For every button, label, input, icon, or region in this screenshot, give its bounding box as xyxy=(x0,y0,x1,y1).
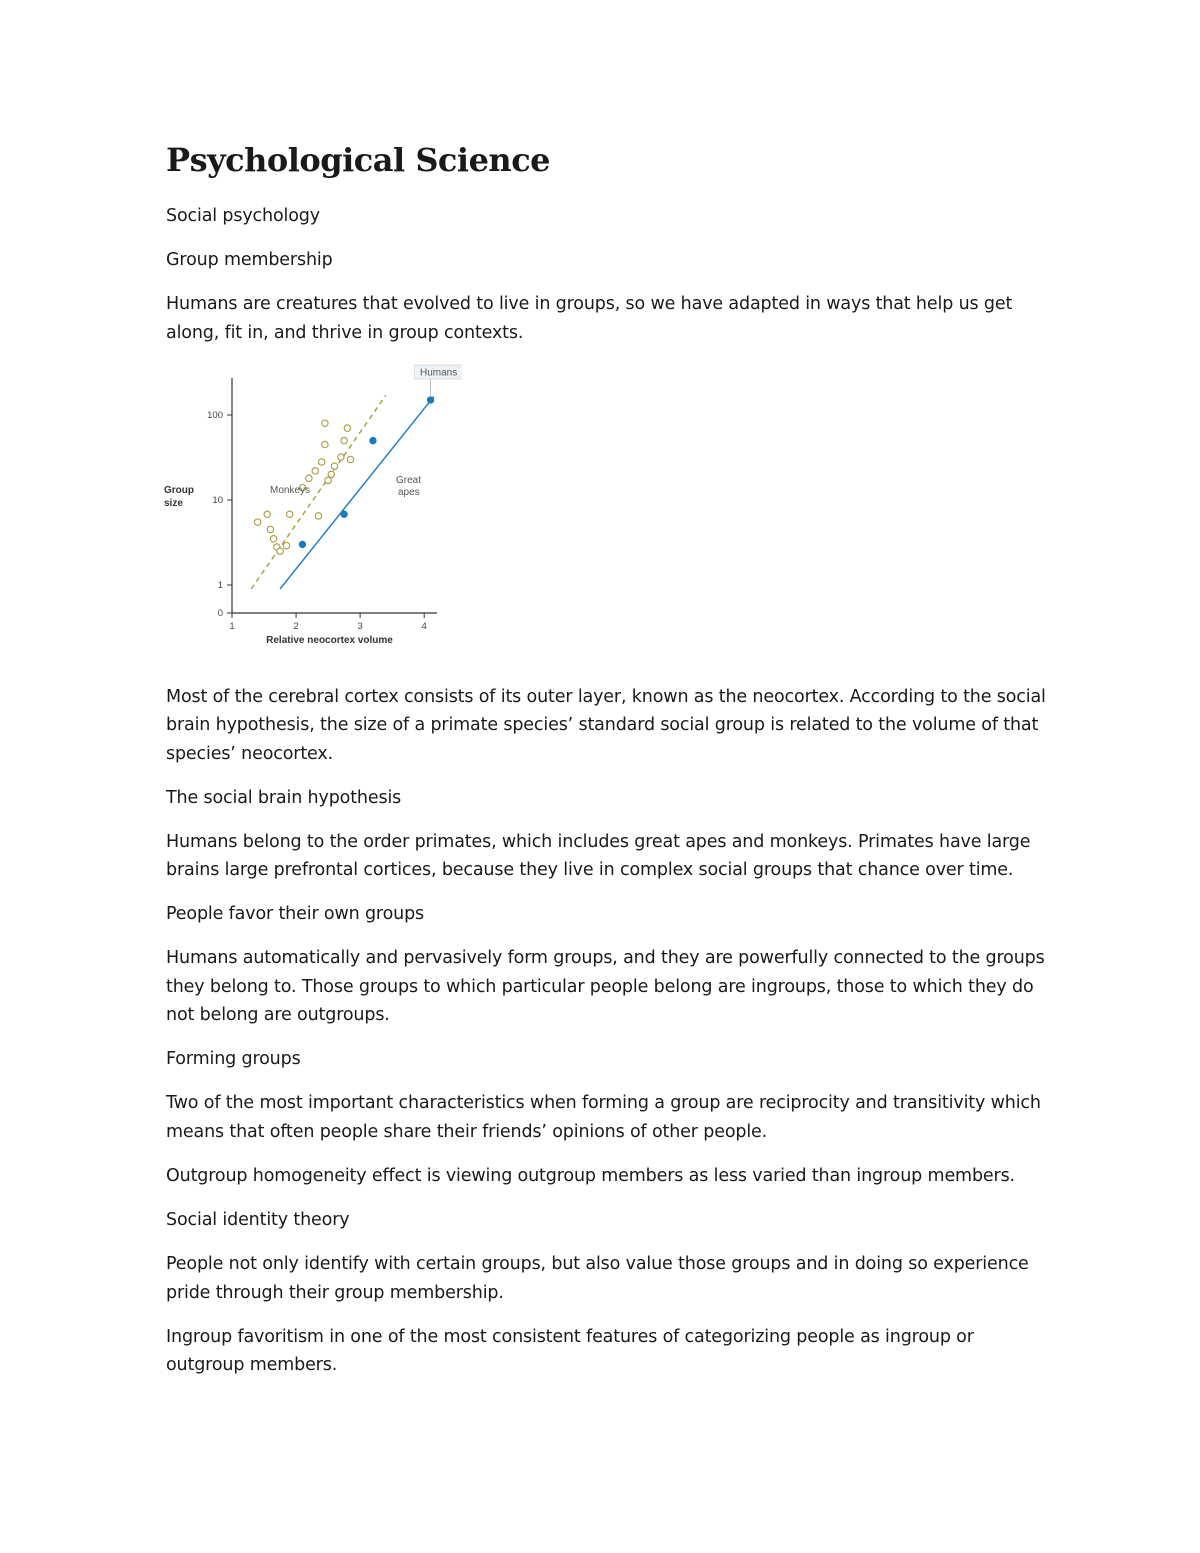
monkey-point xyxy=(347,456,353,462)
monkey-point xyxy=(312,467,318,473)
heading-favor-own-groups: People favor their own groups xyxy=(166,904,425,925)
paragraph-outgroup-homogeneity: Outgroup homogeneity effect is viewing outgroup members as less varied than ingroup members. xyxy=(166,1166,1015,1186)
group-size-chart xyxy=(162,363,462,663)
y-axis-label: Group xyxy=(164,484,194,496)
paragraph-neocortex: Most of the cerebral cortex consists of its outer layer, known as the neocortex. According to the social brain hypothesis, the size of a primate species’ standard social group is related to the volume of that species’ neocortex. xyxy=(166,686,1046,764)
great-ape-point xyxy=(370,437,376,443)
document-title: Psychological Science xyxy=(166,141,551,179)
monkey-point xyxy=(318,458,324,464)
monkey-point xyxy=(322,420,328,426)
paragraph-primates: Humans belong to the order primates, which includes great apes and monkeys. Primates have large brains large prefrontal cortices, because they live in complex social groups that chance over time. xyxy=(166,831,1031,881)
document-page xyxy=(166,138,1046,1395)
x-tick-label: 4 xyxy=(421,620,427,632)
monkey-point xyxy=(264,511,270,517)
monkeys-label: Monkeys xyxy=(270,484,311,496)
paragraph-reciprocity: Two of the most important characteristics when forming a group are reciprocity and transitivity which means that often people share their friends’ opinions of other people. xyxy=(166,1093,1041,1143)
heading-social-identity-theory: Social identity theory xyxy=(166,1209,350,1230)
x-tick-label: 2 xyxy=(293,620,299,632)
great-ape-point xyxy=(341,511,347,517)
y-axis-label-line2: size xyxy=(164,497,183,509)
monkey-point xyxy=(254,518,260,524)
paragraph-groups-evolved: Humans are creatures that evolved to live in groups, so we have adapted in ways that help us get along, fit in, and thrive in group contexts. xyxy=(166,293,1013,343)
heading-forming-groups: Forming groups xyxy=(166,1049,301,1070)
monkey-point xyxy=(325,477,331,483)
heading-social-psychology: Social psychology xyxy=(166,206,320,226)
monkey-point xyxy=(283,542,289,548)
monkey-point xyxy=(331,463,337,469)
monkey-point xyxy=(341,437,347,443)
chart-svg xyxy=(162,363,462,663)
monkey-point xyxy=(315,512,321,518)
monkey-point xyxy=(344,425,350,431)
humans-label: Humans xyxy=(419,367,458,379)
x-axis-label: Relative neocortex volume xyxy=(266,634,393,646)
monkey-point xyxy=(270,535,276,541)
heading-social-brain-hypothesis: The social brain hypothesis xyxy=(166,787,402,808)
monkey-point xyxy=(286,511,292,517)
heading-group-membership: Group membership xyxy=(166,249,333,270)
y-tick-label: 100 xyxy=(207,409,223,421)
paragraph-ingroups-outgroups: Humans automatically and pervasively form groups, and they are powerfully connected to the groups they belong to. Those groups to which particular people belong are ingroups, those to which they do not belong are outgroups. xyxy=(166,948,1045,1026)
y-tick-label: 1 xyxy=(217,579,223,591)
x-tick-label: 1 xyxy=(229,620,235,632)
great-ape-point xyxy=(427,396,433,402)
monkey-point xyxy=(277,548,283,554)
y-tick-label: 10 xyxy=(212,494,223,506)
paragraph-social-identity: People not only identify with certain groups, but also value those groups and in doing so experience pride through their group membership. xyxy=(166,1253,1029,1303)
great-ape-point xyxy=(299,541,305,547)
y-tick-label: 0 xyxy=(217,607,223,619)
monkey-point xyxy=(267,526,273,532)
great-apes-label-line2: apes xyxy=(398,486,420,498)
monkey-point xyxy=(328,471,334,477)
great-apes-label: Great xyxy=(396,474,422,486)
monkey-point xyxy=(338,453,344,459)
monkey-point xyxy=(322,441,328,447)
monkey-point xyxy=(306,475,312,481)
paragraph-ingroup-favoritism: Ingroup favoritism in one of the most consistent features of categorizing people as ingroup or outgroup members. xyxy=(166,1326,974,1376)
x-tick-label: 3 xyxy=(357,620,363,632)
